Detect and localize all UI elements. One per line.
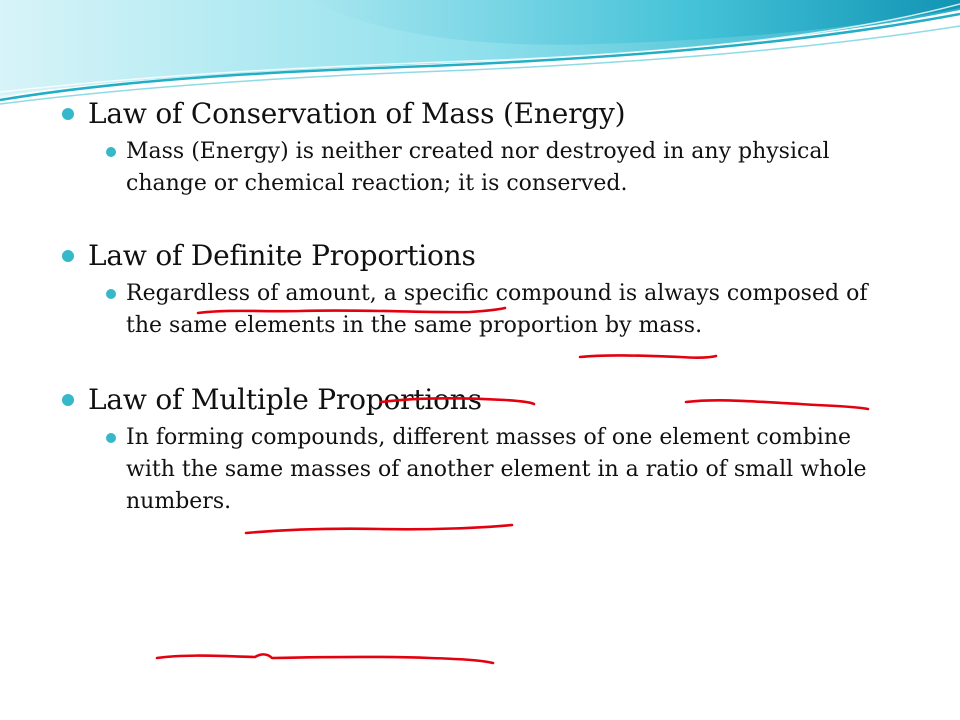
underline-small-whole-numbers — [157, 654, 493, 663]
law-definite-proportions — [62, 234, 922, 342]
law-description-text: Mass (Energy) is neither created nor destroyed in any physical change or chemical reaction; it is conserved. — [126, 139, 830, 196]
bullet-icon — [106, 289, 116, 299]
bullet-icon — [106, 433, 116, 443]
bullet-icon — [106, 147, 116, 157]
law-title-text: Law of Multiple Proportions — [88, 383, 482, 416]
law-title-text: Law of Definite Proportions — [88, 239, 476, 272]
law-title — [62, 234, 922, 278]
law-title — [62, 378, 922, 422]
law-title — [62, 92, 922, 136]
law-description-text: In forming compounds, different masses of one element combine with the same masses of another element in a ratio of small whole numbers. — [126, 425, 867, 514]
bullet-icon — [62, 108, 74, 120]
underline-multiple-proportions — [246, 525, 512, 533]
bullet-icon — [62, 394, 74, 406]
law-description-text: Regardless of amount, a specific compound is always composed of the same elements in the same proportion by mass. — [126, 281, 868, 338]
law-description — [126, 278, 906, 342]
law-description — [126, 422, 906, 518]
law-multiple-proportions — [62, 378, 922, 518]
law-conservation-of-mass — [62, 92, 922, 200]
law-description — [126, 136, 906, 200]
slide-content — [62, 92, 922, 518]
law-title-text: Law of Conservation of Mass (Energy) — [88, 97, 626, 130]
bullet-icon — [62, 250, 74, 262]
